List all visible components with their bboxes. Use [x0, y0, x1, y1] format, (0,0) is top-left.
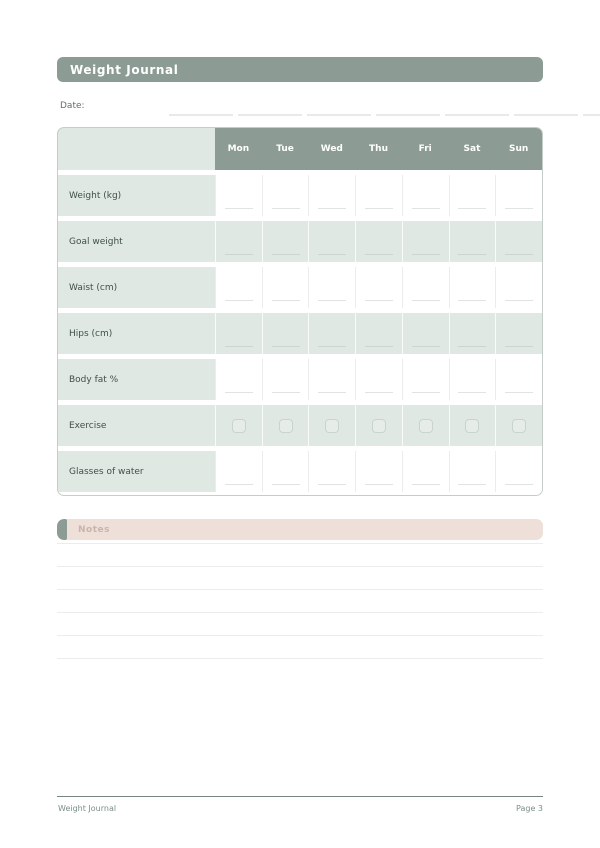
entry-cell	[355, 313, 402, 354]
entry-cell	[308, 405, 355, 446]
row-label: Body fat %	[58, 359, 215, 400]
entry-write-line	[318, 392, 346, 393]
table-corner-cell	[58, 128, 215, 170]
table-header-row	[58, 128, 542, 170]
day-header-cell: Sat	[463, 144, 481, 154]
entry-cell	[495, 405, 542, 446]
notes-line	[57, 566, 543, 567]
entry-cell	[402, 175, 449, 216]
entry-cell	[215, 359, 262, 400]
entry-cell	[449, 405, 496, 446]
day-header-cell: Wed	[320, 144, 343, 154]
notes-line	[57, 589, 543, 590]
day-header-cell: Thu	[369, 144, 388, 154]
entry-write-line	[272, 254, 300, 255]
entry-write-line	[225, 300, 253, 301]
entry-cell	[449, 451, 496, 492]
date-line-segment	[514, 114, 578, 116]
exercise-checkbox	[419, 419, 433, 433]
date-line-segment	[445, 114, 509, 116]
entry-write-line	[505, 484, 533, 485]
entry-write-line	[272, 484, 300, 485]
entry-write-line	[505, 346, 533, 347]
notes-label: Notes	[78, 524, 110, 535]
entry-cell	[262, 175, 309, 216]
footer-page-number: Page 3	[516, 804, 543, 813]
entry-cell	[308, 221, 355, 262]
day-header-cell: Tue	[276, 144, 294, 154]
entry-write-line	[458, 300, 486, 301]
entry-write-line	[225, 208, 253, 209]
entry-write-line	[505, 254, 533, 255]
row-label: Waist (cm)	[58, 267, 215, 308]
date-line-segment	[169, 114, 233, 116]
entry-write-line	[318, 300, 346, 301]
entry-cell	[495, 221, 542, 262]
exercise-checkbox	[325, 419, 339, 433]
exercise-checkbox	[465, 419, 479, 433]
entry-cell	[449, 175, 496, 216]
entry-cell	[355, 267, 402, 308]
entry-cell	[495, 451, 542, 492]
entry-cell	[262, 451, 309, 492]
entry-write-line	[365, 392, 393, 393]
entry-cell	[215, 313, 262, 354]
entry-cell	[355, 175, 402, 216]
entry-write-line	[318, 254, 346, 255]
entry-cell	[402, 359, 449, 400]
entry-write-line	[458, 346, 486, 347]
entry-write-line	[412, 392, 440, 393]
exercise-checkbox	[232, 419, 246, 433]
entry-cell	[215, 267, 262, 308]
day-header-cell: Sun	[509, 144, 529, 154]
entry-cell	[449, 221, 496, 262]
entry-write-line	[365, 208, 393, 209]
entry-write-line	[458, 392, 486, 393]
day-header-cell: Mon	[227, 144, 250, 154]
exercise-checkbox	[279, 419, 293, 433]
row-label: Exercise	[58, 405, 215, 446]
entry-cell	[449, 267, 496, 308]
entry-write-line	[505, 392, 533, 393]
entry-write-line	[272, 392, 300, 393]
entry-cell	[308, 267, 355, 308]
page-title-bar	[57, 57, 543, 82]
date-fill-in-lines	[169, 114, 600, 116]
entry-cell	[308, 313, 355, 354]
entry-write-line	[505, 300, 533, 301]
notes-line	[57, 612, 543, 613]
entry-write-line	[458, 254, 486, 255]
row-label: Goal weight	[58, 221, 215, 262]
entry-cell	[495, 175, 542, 216]
notes-line	[57, 543, 543, 544]
footer-document-title: Weight Journal	[58, 804, 117, 813]
table-row	[58, 359, 542, 400]
entry-write-line	[412, 484, 440, 485]
date-line-segment	[583, 114, 600, 116]
entry-write-line	[225, 392, 253, 393]
notes-section-header	[57, 519, 543, 540]
entry-cell	[402, 313, 449, 354]
entry-cell	[449, 359, 496, 400]
entry-write-line	[365, 254, 393, 255]
entry-cell	[355, 405, 402, 446]
date-line-segment	[307, 114, 371, 116]
entry-write-line	[365, 300, 393, 301]
entry-cell	[215, 175, 262, 216]
entry-cell	[402, 267, 449, 308]
entry-write-line	[412, 208, 440, 209]
entry-write-line	[318, 208, 346, 209]
notes-line	[57, 658, 543, 659]
entry-cell	[262, 359, 309, 400]
entry-write-line	[412, 300, 440, 301]
date-line-segment	[376, 114, 440, 116]
entry-cell	[495, 267, 542, 308]
entry-cell	[215, 451, 262, 492]
entry-write-line	[505, 208, 533, 209]
notes-line	[57, 635, 543, 636]
entry-cell	[402, 405, 449, 446]
entry-write-line	[272, 346, 300, 347]
entry-write-line	[318, 346, 346, 347]
entry-cell	[402, 451, 449, 492]
row-label: Hips (cm)	[58, 313, 215, 354]
entry-write-line	[272, 300, 300, 301]
date-line-segment	[238, 114, 302, 116]
entry-cell	[355, 359, 402, 400]
entry-cell	[262, 267, 309, 308]
entry-cell	[449, 313, 496, 354]
entry-write-line	[412, 346, 440, 347]
entry-write-line	[365, 346, 393, 347]
entry-cell	[262, 313, 309, 354]
entry-write-line	[225, 484, 253, 485]
entry-cell	[495, 359, 542, 400]
entry-cell	[402, 221, 449, 262]
entry-cell	[308, 451, 355, 492]
row-label: Weight (kg)	[58, 175, 215, 216]
table-row	[58, 267, 542, 308]
row-label: Glasses of water	[58, 451, 215, 492]
footer-divider	[57, 796, 543, 797]
entry-cell	[215, 405, 262, 446]
notes-ruled-lines	[57, 543, 543, 681]
date-label: Date:	[60, 101, 85, 111]
table-row	[58, 175, 542, 216]
entry-cell	[495, 313, 542, 354]
entry-cell	[308, 175, 355, 216]
exercise-checkbox	[512, 419, 526, 433]
entry-write-line	[225, 254, 253, 255]
exercise-checkbox	[372, 419, 386, 433]
entry-cell	[215, 221, 262, 262]
table-row	[58, 451, 542, 492]
entry-write-line	[412, 254, 440, 255]
entry-cell	[355, 451, 402, 492]
table-row	[58, 221, 542, 262]
entry-write-line	[365, 484, 393, 485]
notes-accent-tab	[57, 519, 67, 540]
entry-write-line	[225, 346, 253, 347]
table-row	[58, 313, 542, 354]
entry-cell	[262, 405, 309, 446]
entry-cell	[262, 221, 309, 262]
entry-write-line	[272, 208, 300, 209]
entry-cell	[308, 359, 355, 400]
page-title: Weight Journal	[70, 62, 179, 77]
entry-cell	[355, 221, 402, 262]
entry-write-line	[458, 484, 486, 485]
table-row	[58, 405, 542, 446]
day-header-cell: Fri	[418, 144, 432, 154]
entry-write-line	[458, 208, 486, 209]
entry-write-line	[318, 484, 346, 485]
weekly-tracker-table	[57, 127, 543, 496]
